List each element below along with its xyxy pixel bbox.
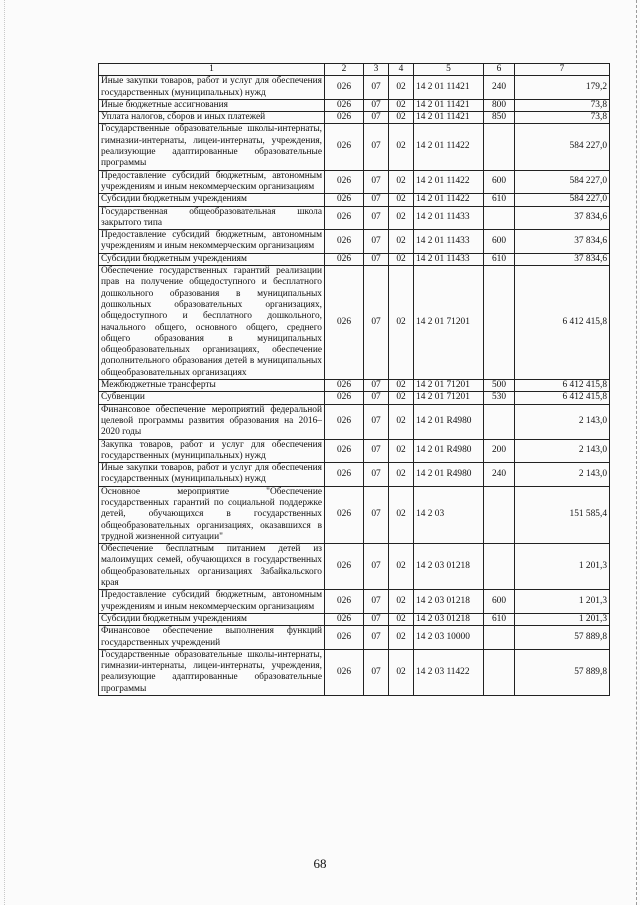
item-name-cell: Обеспечение бесплатным питанием детей из малоимущих семей, обучающихся в государственных общеобразовательных организациях Забайкальского края [99, 544, 325, 590]
expense-type-cell [484, 486, 515, 543]
amount-cell: 151 585,4 [515, 486, 610, 543]
table-row [99, 649, 610, 695]
amount-cell: 6 412 415,8 [515, 392, 610, 404]
subsection-code-cell: 02 [389, 112, 414, 124]
subsection-code-cell: 02 [389, 486, 414, 543]
subsection-code-cell: 02 [389, 590, 414, 614]
amount-cell: 2 143,0 [515, 404, 610, 439]
grbs-code-cell: 026 [325, 76, 364, 100]
target-article-cell: 14 2 01 R4980 [414, 463, 484, 487]
grbs-code-cell: 026 [325, 649, 364, 695]
target-article-cell: 14 2 01 11433 [414, 253, 484, 265]
section-code-cell: 07 [364, 230, 389, 254]
item-name-cell: Иные бюджетные ассигнования [99, 99, 325, 111]
grbs-code-cell: 026 [325, 99, 364, 111]
section-code-cell: 07 [364, 124, 389, 170]
subsection-code-cell: 02 [389, 266, 414, 380]
target-article-cell: 14 2 01 R4980 [414, 439, 484, 463]
subsection-code-cell: 02 [389, 404, 414, 439]
target-article-cell: 14 2 01 11421 [414, 112, 484, 124]
grbs-code-cell: 026 [325, 463, 364, 487]
target-article-cell: 14 2 01 11422 [414, 194, 484, 206]
expense-type-cell: 610 [484, 253, 515, 265]
item-name-cell: Государственные образовательные школы-интернаты, гимназии-интернаты, лицеи-интернаты, учреждения, реализующие адаптированные образовательные программы [99, 124, 325, 170]
section-code-cell: 07 [364, 590, 389, 614]
item-name-cell: Субвенции [99, 392, 325, 404]
grbs-code-cell: 026 [325, 486, 364, 543]
table-header-row [99, 64, 610, 76]
column-header: 5 [414, 64, 484, 76]
table-body [99, 64, 610, 696]
amount-cell: 1 201,3 [515, 544, 610, 590]
section-code-cell: 07 [364, 170, 389, 194]
item-name-cell: Иные закупки товаров, работ и услуг для обеспечения государственных (муниципальных) нужд [99, 463, 325, 487]
target-article-cell: 14 2 01 71201 [414, 380, 484, 392]
table-row [99, 590, 610, 614]
grbs-code-cell: 026 [325, 626, 364, 650]
grbs-code-cell: 026 [325, 206, 364, 230]
section-code-cell: 07 [364, 380, 389, 392]
item-name-cell: Финансовое обеспечение мероприятий федеральной целевой программы развития образования на 2016–2020 годы [99, 404, 325, 439]
item-name-cell: Предоставление субсидий бюджетным, автономным учреждениям и иным некоммерческим организациям [99, 590, 325, 614]
subsection-code-cell: 02 [389, 380, 414, 392]
item-name-cell: Субсидии бюджетным учреждениям [99, 613, 325, 625]
table-row [99, 486, 610, 543]
section-code-cell: 07 [364, 392, 389, 404]
grbs-code-cell: 026 [325, 613, 364, 625]
table-row [99, 194, 610, 206]
target-article-cell: 14 2 01 11433 [414, 230, 484, 254]
expense-type-cell: 850 [484, 112, 515, 124]
target-article-cell: 14 2 01 71201 [414, 266, 484, 380]
expense-type-cell: 240 [484, 76, 515, 100]
amount-cell: 73,8 [515, 112, 610, 124]
amount-cell: 2 143,0 [515, 463, 610, 487]
subsection-code-cell: 02 [389, 626, 414, 650]
section-code-cell: 07 [364, 404, 389, 439]
target-article-cell: 14 2 03 01218 [414, 613, 484, 625]
expense-type-cell [484, 626, 515, 650]
target-article-cell: 14 2 01 11421 [414, 76, 484, 100]
expense-type-cell [484, 649, 515, 695]
table-row [99, 380, 610, 392]
column-header: 2 [325, 64, 364, 76]
item-name-cell: Основное мероприятие "Обеспечение государственных гарантий по социальной поддержке детей, обучающихся в государственных общеобразовательных организациях, оказавшихся в трудной жизненной ситуации" [99, 486, 325, 543]
section-code-cell: 07 [364, 253, 389, 265]
expense-type-cell: 610 [484, 194, 515, 206]
grbs-code-cell: 026 [325, 112, 364, 124]
item-name-cell: Государственная общеобразовательная школа закрытого типа [99, 206, 325, 230]
subsection-code-cell: 02 [389, 253, 414, 265]
expense-type-cell: 600 [484, 230, 515, 254]
item-name-cell: Субсидии бюджетным учреждениям [99, 253, 325, 265]
target-article-cell: 14 2 01 11422 [414, 124, 484, 170]
section-code-cell: 07 [364, 112, 389, 124]
section-code-cell: 07 [364, 649, 389, 695]
item-name-cell: Иные закупки товаров, работ и услуг для обеспечения государственных (муниципальных) нужд [99, 76, 325, 100]
amount-cell: 57 889,8 [515, 649, 610, 695]
grbs-code-cell: 026 [325, 439, 364, 463]
expense-type-cell: 600 [484, 170, 515, 194]
amount-cell: 37 834,6 [515, 206, 610, 230]
column-header: 6 [484, 64, 515, 76]
grbs-code-cell: 026 [325, 194, 364, 206]
table-row [99, 613, 610, 625]
subsection-code-cell: 02 [389, 392, 414, 404]
grbs-code-cell: 026 [325, 253, 364, 265]
column-header: 3 [364, 64, 389, 76]
expense-type-cell [484, 206, 515, 230]
table-row [99, 112, 610, 124]
amount-cell: 2 143,0 [515, 439, 610, 463]
subsection-code-cell: 02 [389, 649, 414, 695]
grbs-code-cell: 026 [325, 170, 364, 194]
item-name-cell: Субсидии бюджетным учреждениям [99, 194, 325, 206]
subsection-code-cell: 02 [389, 170, 414, 194]
target-article-cell: 14 2 03 01218 [414, 590, 484, 614]
amount-cell: 37 834,6 [515, 253, 610, 265]
page-edge-right [635, 0, 637, 905]
expense-type-cell: 610 [484, 613, 515, 625]
budget-table [98, 63, 610, 696]
table-row [99, 124, 610, 170]
item-name-cell: Уплата налогов, сборов и иных платежей [99, 112, 325, 124]
section-code-cell: 07 [364, 194, 389, 206]
table-row [99, 544, 610, 590]
grbs-code-cell: 026 [325, 590, 364, 614]
section-code-cell: 07 [364, 463, 389, 487]
section-code-cell: 07 [364, 626, 389, 650]
subsection-code-cell: 02 [389, 124, 414, 170]
table-row [99, 76, 610, 100]
amount-cell: 584 227,0 [515, 124, 610, 170]
amount-cell: 1 201,3 [515, 590, 610, 614]
item-name-cell: Финансовое обеспечение выполнения функций государственных учреждений [99, 626, 325, 650]
section-code-cell: 07 [364, 266, 389, 380]
expense-type-cell [484, 404, 515, 439]
subsection-code-cell: 02 [389, 206, 414, 230]
grbs-code-cell: 026 [325, 230, 364, 254]
expense-type-cell [484, 124, 515, 170]
subsection-code-cell: 02 [389, 463, 414, 487]
target-article-cell: 14 2 01 71201 [414, 392, 484, 404]
expense-type-cell [484, 544, 515, 590]
table-row [99, 99, 610, 111]
target-article-cell: 14 2 01 R4980 [414, 404, 484, 439]
table-row [99, 170, 610, 194]
amount-cell: 584 227,0 [515, 170, 610, 194]
target-article-cell: 14 2 01 11421 [414, 99, 484, 111]
expense-type-cell: 240 [484, 463, 515, 487]
table-row [99, 392, 610, 404]
amount-cell: 57 889,8 [515, 626, 610, 650]
item-name-cell: Обеспечение государственных гарантий реализации прав на получение общедоступного и бесплатного дошкольного образования в муниципальных дошкольных образовательных организациях, общедоступного и бесплатного дошкольного, начального общего, основного общего, среднего общего образования в муниципальных общеобразовательных организациях, обеспечение дополнительного образования детей в муниципальных общеобразовательных организациях [99, 266, 325, 380]
table-row [99, 266, 610, 380]
subsection-code-cell: 02 [389, 76, 414, 100]
table-row [99, 626, 610, 650]
grbs-code-cell: 026 [325, 544, 364, 590]
table-row [99, 439, 610, 463]
amount-cell: 6 412 415,8 [515, 266, 610, 380]
item-name-cell: Предоставление субсидий бюджетным, автономным учреждениям и иным некоммерческим организациям [99, 230, 325, 254]
target-article-cell: 14 2 03 11422 [414, 649, 484, 695]
section-code-cell: 07 [364, 76, 389, 100]
section-code-cell: 07 [364, 486, 389, 543]
grbs-code-cell: 026 [325, 392, 364, 404]
amount-cell: 6 412 415,8 [515, 380, 610, 392]
amount-cell: 584 227,0 [515, 194, 610, 206]
subsection-code-cell: 02 [389, 439, 414, 463]
column-header: 1 [99, 64, 325, 76]
grbs-code-cell: 026 [325, 124, 364, 170]
amount-cell: 1 201,3 [515, 613, 610, 625]
table-row [99, 404, 610, 439]
page-edge-left [4, 0, 6, 905]
expense-type-cell: 500 [484, 380, 515, 392]
table-row [99, 206, 610, 230]
amount-cell: 179,2 [515, 76, 610, 100]
target-article-cell: 14 2 01 11422 [414, 170, 484, 194]
item-name-cell: Межбюджетные трансферты [99, 380, 325, 392]
subsection-code-cell: 02 [389, 544, 414, 590]
target-article-cell: 14 2 03 [414, 486, 484, 543]
table-row [99, 253, 610, 265]
subsection-code-cell: 02 [389, 613, 414, 625]
grbs-code-cell: 026 [325, 266, 364, 380]
section-code-cell: 07 [364, 439, 389, 463]
item-name-cell: Государственные образовательные школы-интернаты, гимназии-интернаты, лицеи-интернаты, учреждения, реализующие адаптированные образовательные программы [99, 649, 325, 695]
page-number: 68 [313, 856, 327, 871]
item-name-cell: Предоставление субсидий бюджетным, автономным учреждениям и иным некоммерческим организациям [99, 170, 325, 194]
grbs-code-cell: 026 [325, 404, 364, 439]
target-article-cell: 14 2 03 01218 [414, 544, 484, 590]
section-code-cell: 07 [364, 544, 389, 590]
item-name-cell: Закупка товаров, работ и услуг для обеспечения государственных (муниципальных) нужд [99, 439, 325, 463]
grbs-code-cell: 026 [325, 380, 364, 392]
section-code-cell: 07 [364, 99, 389, 111]
section-code-cell: 07 [364, 206, 389, 230]
expense-type-cell: 530 [484, 392, 515, 404]
table-row [99, 463, 610, 487]
target-article-cell: 14 2 01 11433 [414, 206, 484, 230]
column-header: 7 [515, 64, 610, 76]
subsection-code-cell: 02 [389, 194, 414, 206]
subsection-code-cell: 02 [389, 230, 414, 254]
expense-type-cell: 800 [484, 99, 515, 111]
target-article-cell: 14 2 03 10000 [414, 626, 484, 650]
expense-type-cell [484, 266, 515, 380]
column-header: 4 [389, 64, 414, 76]
amount-cell: 73,8 [515, 99, 610, 111]
expense-type-cell: 600 [484, 590, 515, 614]
table-row [99, 230, 610, 254]
subsection-code-cell: 02 [389, 99, 414, 111]
section-code-cell: 07 [364, 613, 389, 625]
expense-type-cell: 200 [484, 439, 515, 463]
amount-cell: 37 834,6 [515, 230, 610, 254]
